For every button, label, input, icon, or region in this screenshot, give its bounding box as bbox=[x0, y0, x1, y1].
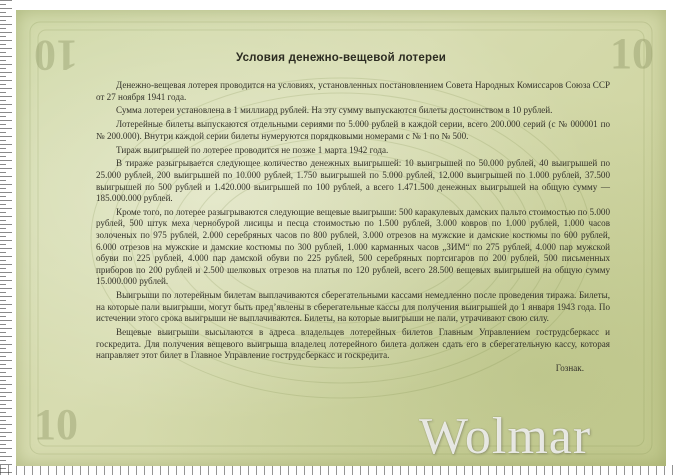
paragraph-goods-delivery: Вещевые выигрыши высылаются в адреса владельцев лотерейных билетов Главным Управлением гострудсберкасс и госкредита. Для получения вещевого выигрыша владелец лотерейного билета должен сдать его в сберегательную кассу, которая направляет этот билет в Главное Управление гострудсберкасс и госкредита. bbox=[96, 327, 610, 361]
paragraph-total-sum: Сумма лотереи установлена в 1 миллиард рублей. На эту сумму выпускаются билеты достоинством в 10 рублей. bbox=[116, 105, 553, 116]
wolmar-watermark: Wolmar bbox=[419, 408, 592, 465]
paragraph-decree: Денежно-вещевая лотерея проводится на условиях, установленных постановлением Совета Народных Комиссаров Союза ССР от 27 ноября 1941 года. bbox=[96, 80, 610, 102]
denomination-corner-top-right: 10 bbox=[610, 29, 654, 78]
scale-ruler-left bbox=[0, 0, 12, 475]
scale-ruler-bottom bbox=[0, 465, 680, 475]
denomination-corner-bottom-left: 10 bbox=[34, 400, 78, 449]
paragraph-cash-prizes: В тираже разыгрывается следующее количество денежных выигрышей: 10 выигрышей по 50.000 рублей, 40 выигрышей по 25.000 рублей, 200 выигрышей по 10.000 рублей, 1.750 выигрышей по 5.000 рублей, 12.000 выигрышей по 1.000 рублей, 37.500 выигрышей по 500 рублей и 1.420.000 выигрышей по 100 рублей, а всего 1.471.500 денежных выигрышей на общую сумму — 185.000.000 рублей. bbox=[96, 158, 610, 204]
lottery-ticket-back bbox=[16, 10, 666, 466]
denomination-corner-top-left: 10 bbox=[34, 31, 78, 80]
paragraph-draw-date: Тираж выигрышей по лотерее проводится не позже 1 марта 1942 года. bbox=[116, 144, 389, 155]
lottery-conditions-title: Условия денежно-вещевой лотереи bbox=[235, 52, 447, 64]
paragraph-series: Лотерейные билеты выпускаются отдельными сериями по 5.000 рублей в каждой серии, всего 200.000 серий (с № 000001 по № 200.000). Внутри каждой серии билеты нумеруются порядковыми номерами с № 1 по № 500. bbox=[96, 119, 610, 141]
paragraph-payout: Выигрыши по лотерейным билетам выплачиваются сберегательными кассами немедленно после проведения тиража. Билеты, на которые пали выигрыши, могут быть пред’явлены в сберегательные кассы для получения выигрышей до 1 января 1943 года. По истечении этого срока выигрыши не выплачиваются. Билеты, на которые выигрыши не пали, утрачивают свою силу. bbox=[96, 290, 610, 324]
lottery-conditions-text bbox=[96, 80, 610, 377]
paragraph-goods-prizes: Кроме того, по лотерее разыгрываются следующие вещевые выигрыши: 500 каракулевых дамских пальто стоимостью по 5.000 рублей, 500 штук меха чернобурой лисицы и песца стоимостью по 1.500 рублей, 3.000 ковров по 1.000 рублей, 1.000 часов золоченых по 975 рублей, 2.000 серебряных часов по 800 рублей, 3.000 отрезов на мужские и дамские костюмы по 600 рублей, 6.000 отрезов на мужские и дамские костюмы по 300 рублей, 1.000 карманных часов „ЗИМ“ по 275 рублей, 4.000 пар мужской обуви по 225 рублей, 4.000 пар дамской обуви по 225 рублей, 500 серебряных портсигаров по 200 рублей, 500 письменных приборов по 200 рублей и 2.500 шелковых отрезов на платья по 120 рублей, всего 28.500 вещевых выигрышей на общую сумму 15.000.000 рублей. bbox=[96, 206, 610, 287]
printer-signature: Гознак. bbox=[555, 363, 584, 374]
